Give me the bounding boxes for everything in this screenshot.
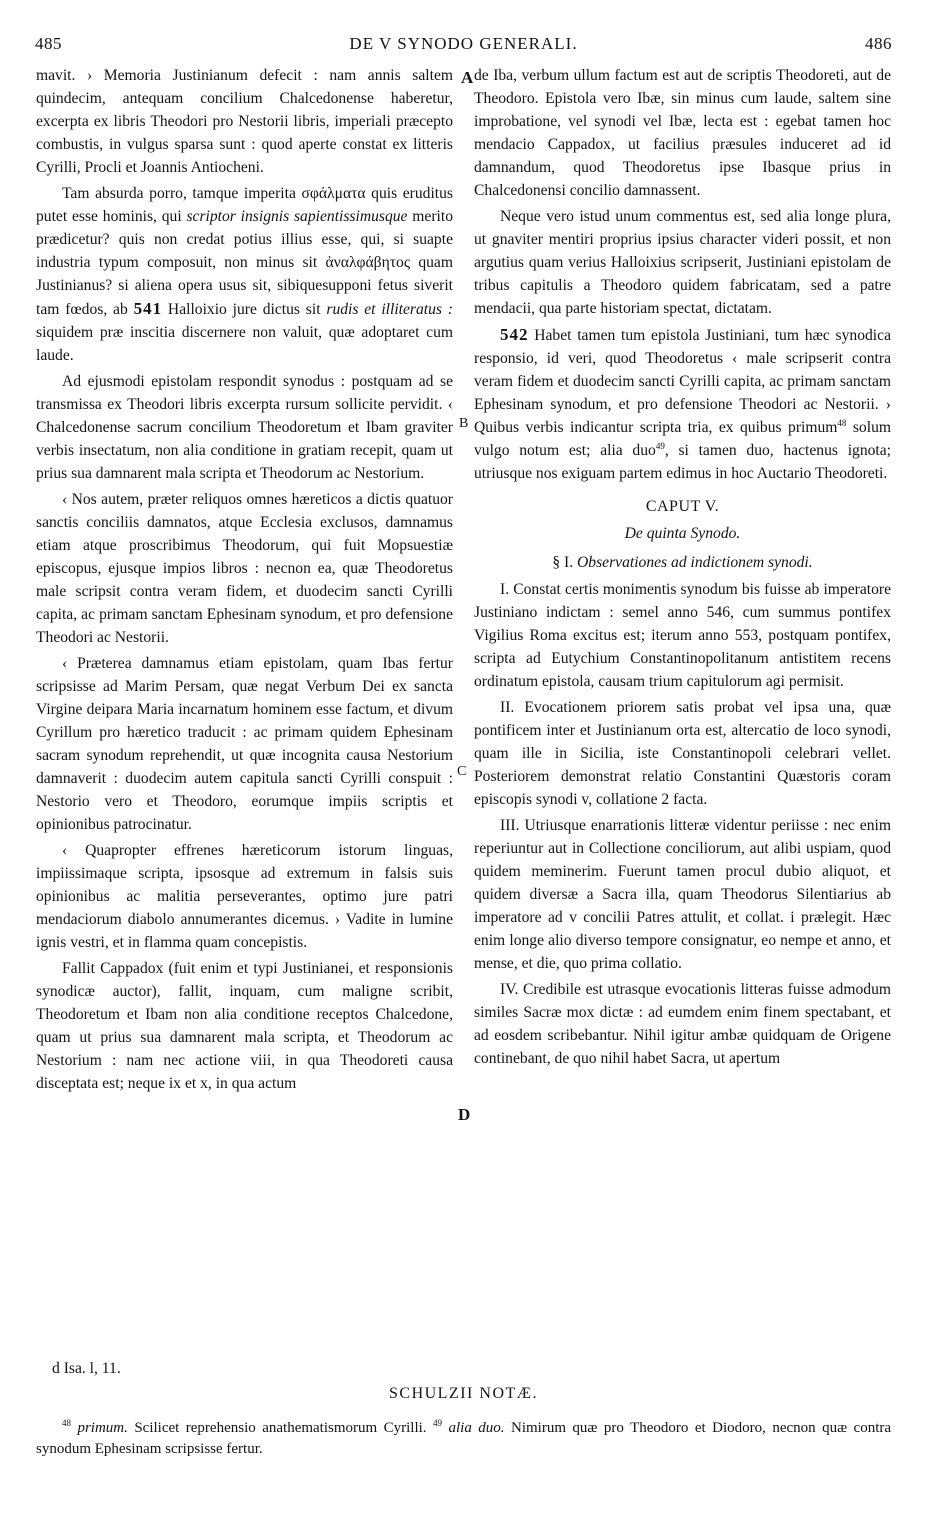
note-reference: 48	[837, 417, 847, 428]
margin-letter-a: A	[461, 68, 474, 87]
paragraph: II. Evocationem priorem satis probat vel ipsa una, quæ pontificem inter et Justinianum orta est, altercatio de loco synodi, quam ille in Sicilia, iste Constantinopoli celebrari vellet. Posteriorem demonstrat relatio Constantini Quæstoris coram episcopis synodi v, collatione 2 facta.	[474, 699, 891, 808]
column-number: 541	[133, 299, 163, 318]
chapter-subtitle: De quinta Synodo.	[624, 525, 741, 542]
note-term: primum.	[77, 1420, 128, 1436]
paragraph: ‹ Nos autem, præter reliquos omnes hæreticos a dictis quatuor sanctis conciliis damnatos, atque Ecclesia exclusos, damnamus etiam atque proscribimus Theodorum, qui fuit Mopsuestiæ episcopus, ejusque impios libros : necnon ea, quæ Theodoretus male scripsit contra veram fidem, et duodecim sancti Cyrilli capita, ac primam sanctam Ephesinam synodum, et pro defensione Theodori ac Nestorii.	[36, 491, 453, 646]
page-number-left: 485	[35, 34, 62, 53]
text-run: siquidem præ inscitia discernere non valuit, quæ adoptaret cum laude.	[36, 324, 453, 364]
section-heading	[474, 551, 891, 574]
section-title: Observationes ad indictionem synodi.	[577, 554, 813, 571]
text-run: merito prædicetur? quis non credat potius illius esse, qui, si suapte industria typum composuit, non minus sit ἀναλφάβητος quam Justinianus? si aliena opera usus sit, sibiquesupponi fetus siverit tam fœdos, ab	[36, 208, 453, 318]
paragraph	[36, 182, 453, 367]
paragraph: Ad ejusmodi epistolam respondit synodus : postquam ad se transmissa ex Theodori libris excerpta rursum sollicite pervidit. ‹ Chalcedonense sacrum concilium Theodoretum et Ibam graviter verbis insectatum, non alia conditione in gratiam recepit, quam ut prius sua damnarent mala scripta et Theodorum ac Nestorium.	[36, 373, 453, 482]
running-title: DE V SYNODO GENERALI.	[349, 34, 578, 53]
notes-title: SCHULZII NOTÆ.	[389, 1385, 538, 1402]
section-number: § I.	[552, 554, 574, 571]
text-run: , si tamen duo, hactenus ignota; utriusque nos exiguam partem edimus in hoc Auctario Theodoreti.	[474, 442, 891, 482]
page-number-right: 486	[865, 34, 892, 53]
paragraph: ‹ Præterea damnamus etiam epistolam, quam Ibas fertur scripsisse ad Marim Persam, quæ negat Verbum Dei ex sancta Virgine deipara Maria incarnatum hominem esse factum, et divum Cyrillum pro hæretico traducit : ac primam quidem Ephesinam sacram synodum reprehendit, ut quæ incognita causa Nestorium damnaverit : duodecim autem capitula sancti Cyrilli conspuit : Nestorio vero et Theodoro, eorumque impiis scriptis et opinionibus patrocinatur.	[36, 655, 453, 833]
note-term: alia duo.	[448, 1420, 505, 1436]
paragraph: Fallit Cappadox (fuit enim et typi Justinianei, et responsionis synodicæ auctor), fallit, inquam, cum maligne scribit, Theodoretum et Ibam non alia conditione receptos Chalcedone, quam ut prius sua damnarent mala scripta, et Theodorum ac Nestorium : nam nec actione viii, in qua Theodoreti causa disceptata est; neque ix et x, in qua actum	[36, 960, 453, 1092]
page-header	[35, 34, 892, 62]
margin-letter-d: D	[458, 1105, 471, 1124]
text-run: Halloixio jure dictus sit	[162, 301, 327, 318]
left-column	[36, 64, 453, 1095]
footnote-reference: d Isa. l, 11.	[52, 1360, 121, 1377]
paragraph: I. Constat certis monimentis synodum bis fuisse ab imperatore Justiniano indictam : semel anno 546, cum summus pontifex Vigilius Roma excitus est; iterum anno 553, postquam pontifex, scripta ad Eutychium Constantinopolitanum antistitem recens ordinatum epistola, causam trium capitulorum agi permisit.	[474, 581, 891, 690]
paragraph: de Iba, verbum ullum factum est aut de scriptis Theodoreti, aut de Theodoro. Epistola vero Ibæ, sin minus cum laude, saltem sine improbatione, vel synodi vel Ibæ, lecta est : egebat tamen hoc mendacio Cappadox, ut facilius præsules induceret ad id damnandum, quod Theodoretus ipse Ibasque prius in Chalcedonensi concilio damnassent.	[474, 67, 891, 199]
italic-text: scriptor insignis sapientissimusque	[186, 208, 408, 225]
column-number: 542	[500, 325, 529, 344]
margin-letter-c: C	[457, 764, 467, 779]
note-number: 48	[62, 1418, 71, 1428]
paragraph: IV. Credibile est utrasque evocationis litteras fuisse admodum similes Sacræ mox dictæ : ad eumdem enim finem spectabant, et ad eosdem scribebantur. Nihil igitur ambæ quidquam de Origene continebant, de quo nihil habet Sacra, ut apertum	[474, 981, 891, 1067]
italic-text: rudis et illiteratus :	[326, 301, 454, 318]
chapter-heading: CAPUT V.	[645, 498, 720, 515]
note-text: Scilicet reprehensio anathematismorum Cyrilli.	[127, 1420, 434, 1436]
text-run: Habet tamen tum epistola Justiniani, tum hæc synodica responsio, id veri, quod Theodoretus ‹ male scripserit contra veram fidem et duodecim sancti Cyrilli capita, ac primam sanctam Ephesinam synodum, et pro defensione Theodori ac Nestorii. › Quibus verbis indicantur scripta tria, ex quibus primum	[474, 327, 891, 436]
text-run: solum vulgo notum est; alia duo	[474, 419, 891, 459]
text-run: Tam absurda porro, tamque imperita σφάλματα quis eruditus putet esse hominis, qui	[36, 185, 453, 225]
paragraph: Neque vero istud unum commentus est, sed alia longe plura, ut gnaviter mentiri proprius ipsius character videri possit, et non argutius quam verius Halloixius scripserit, Justiniani epistolam de tribus capitulis a Theodoro quidem fabricatam, sed a patre mendacii, qua parte historiam spectat, dictatam.	[474, 208, 891, 317]
paragraph: ‹ Quapropter effrenes hæreticorum istorum linguas, impiissimaque scripta, ipsosque ad extremum in falsis suis opinionibus ac malitia perseverantes, optimo jure patri mendaciorum diabolo annumerantes dicemus. › Vadite in lumine ignis vestri, et in flamma quam concepistis.	[36, 842, 453, 951]
notes-block	[36, 1418, 891, 1460]
note-text: Nimirum quæ pro Theodoro et Diodoro, necnon quæ contra synodum Ephesinam scripsisse fertur.	[36, 1420, 892, 1457]
right-column	[474, 64, 891, 1070]
paragraph: mavit. › Memoria Justinianum defecit : nam annis saltem quindecim, antequam concilium Chalcedonense haberetur, excerpta ex libris Theodori pro Nestorii libris, imperiali præcepto combustis, in vulgus sparsa sunt : quod aperte constat ex litteris Cyrilli, Procli et Joannis Antiocheni.	[36, 67, 453, 176]
paragraph: III. Utriusque enarrationis litteræ videntur periisse : nec enim reperiuntur aut in Collectione conciliorum, aut alibi uspiam, quod quidem meminerim. Fuerunt tamen procul dubio aliquot, et quidem diversæ a Sacra illa, quam Theodorus Silentiarius ab imperatore ad v concilii Patres attulit, et collat. i prælegit. Hæc enim longe alio diverso tempore consignatur, eo nempe et anno, et mense, et die, quo prima collatio.	[474, 817, 891, 972]
note-reference: 49	[655, 440, 665, 451]
note-number: 49	[433, 1418, 443, 1428]
paragraph	[474, 323, 891, 485]
margin-letter-b: B	[459, 416, 469, 431]
